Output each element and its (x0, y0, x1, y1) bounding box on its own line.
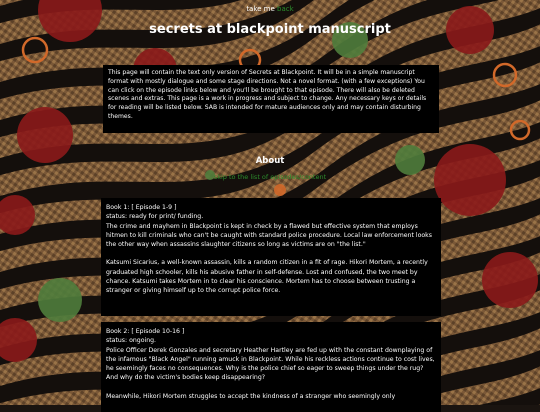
book-2-status: status: ongoing. (106, 337, 157, 345)
book-2-heading[interactable]: Book 2: [ Episode 10-16 ] (106, 328, 185, 335)
decorative-dot (482, 252, 538, 308)
intro-panel (103, 65, 439, 133)
nav-link[interactable]: back (277, 5, 294, 13)
page-title: secrets at blackpoint manuscript (149, 22, 391, 37)
take-me-label: take me (246, 5, 275, 13)
book-1-status: status: ready for print/ funding. (106, 213, 204, 221)
book-1-summary-2: Katsumi Sicarius, a well-known assassin, kills a random citizen in a fit of rage. Hikori Mortem, a recently graduated high schooler, kills his abusive father in self-defense. Lost and confused, the two meet by chance. Katsumi takes Mortem in to clear his conscience. Mortem has to choose between trusting a stranger or giving himself up to the corrupt police force. (106, 259, 428, 295)
book-2-summary-1: Police Officer Derek Gonzales and secretary Heather Hartley are fed up with the constant downplaying of the infamous "Black Angel" running amuck in Blackpoint. While his reckless actions continue to cost lives, he seemingly faces no consequences. Why is the police chief so eager to sweep things under the rug? And why do the victim's bodies keep disappearing? (106, 346, 435, 382)
book-2-panel (101, 322, 441, 412)
book-1-summary-1: The crime and mayhem in Blackpoint is kept in check by a flawed but effective system that employs hitmen to kill criminals who can't be caught with standard police procedure. Local law enforcement looks the other way when assassins slaughter citizens so long as victims are on "the list." (106, 222, 432, 249)
book-1-panel (101, 198, 441, 316)
intro-text: This page will contain the text only version of Secrets at Blackpoint. It will be in a simple manuscript format with mostly dialogue and some stage directions. Not a novel format. (with a few exceptions) You can click on the episode links below and you'll be brought to that episode. There will also be deleted scenes and extras. This page is a work in progress and subject to change. Any necessary keys or details for reading will be listed below. SAB is intended for mature audiences only and may contain disturbing themes. (108, 69, 427, 121)
book-2-summary-2: Meanwhile, Hikori Mortem struggles to accept the kindness of a stranger who seemingly only (106, 392, 396, 400)
decorative-dot (17, 107, 73, 163)
decorative-dot (274, 184, 286, 196)
top-nav (0, 5, 540, 13)
skip-link[interactable]: skip to the list of episodes/content (213, 173, 327, 181)
book-1-heading[interactable]: Book 1: [ Episode 1-9 ] (106, 204, 177, 211)
decorative-dot (38, 278, 82, 322)
about-heading: About (255, 156, 285, 166)
